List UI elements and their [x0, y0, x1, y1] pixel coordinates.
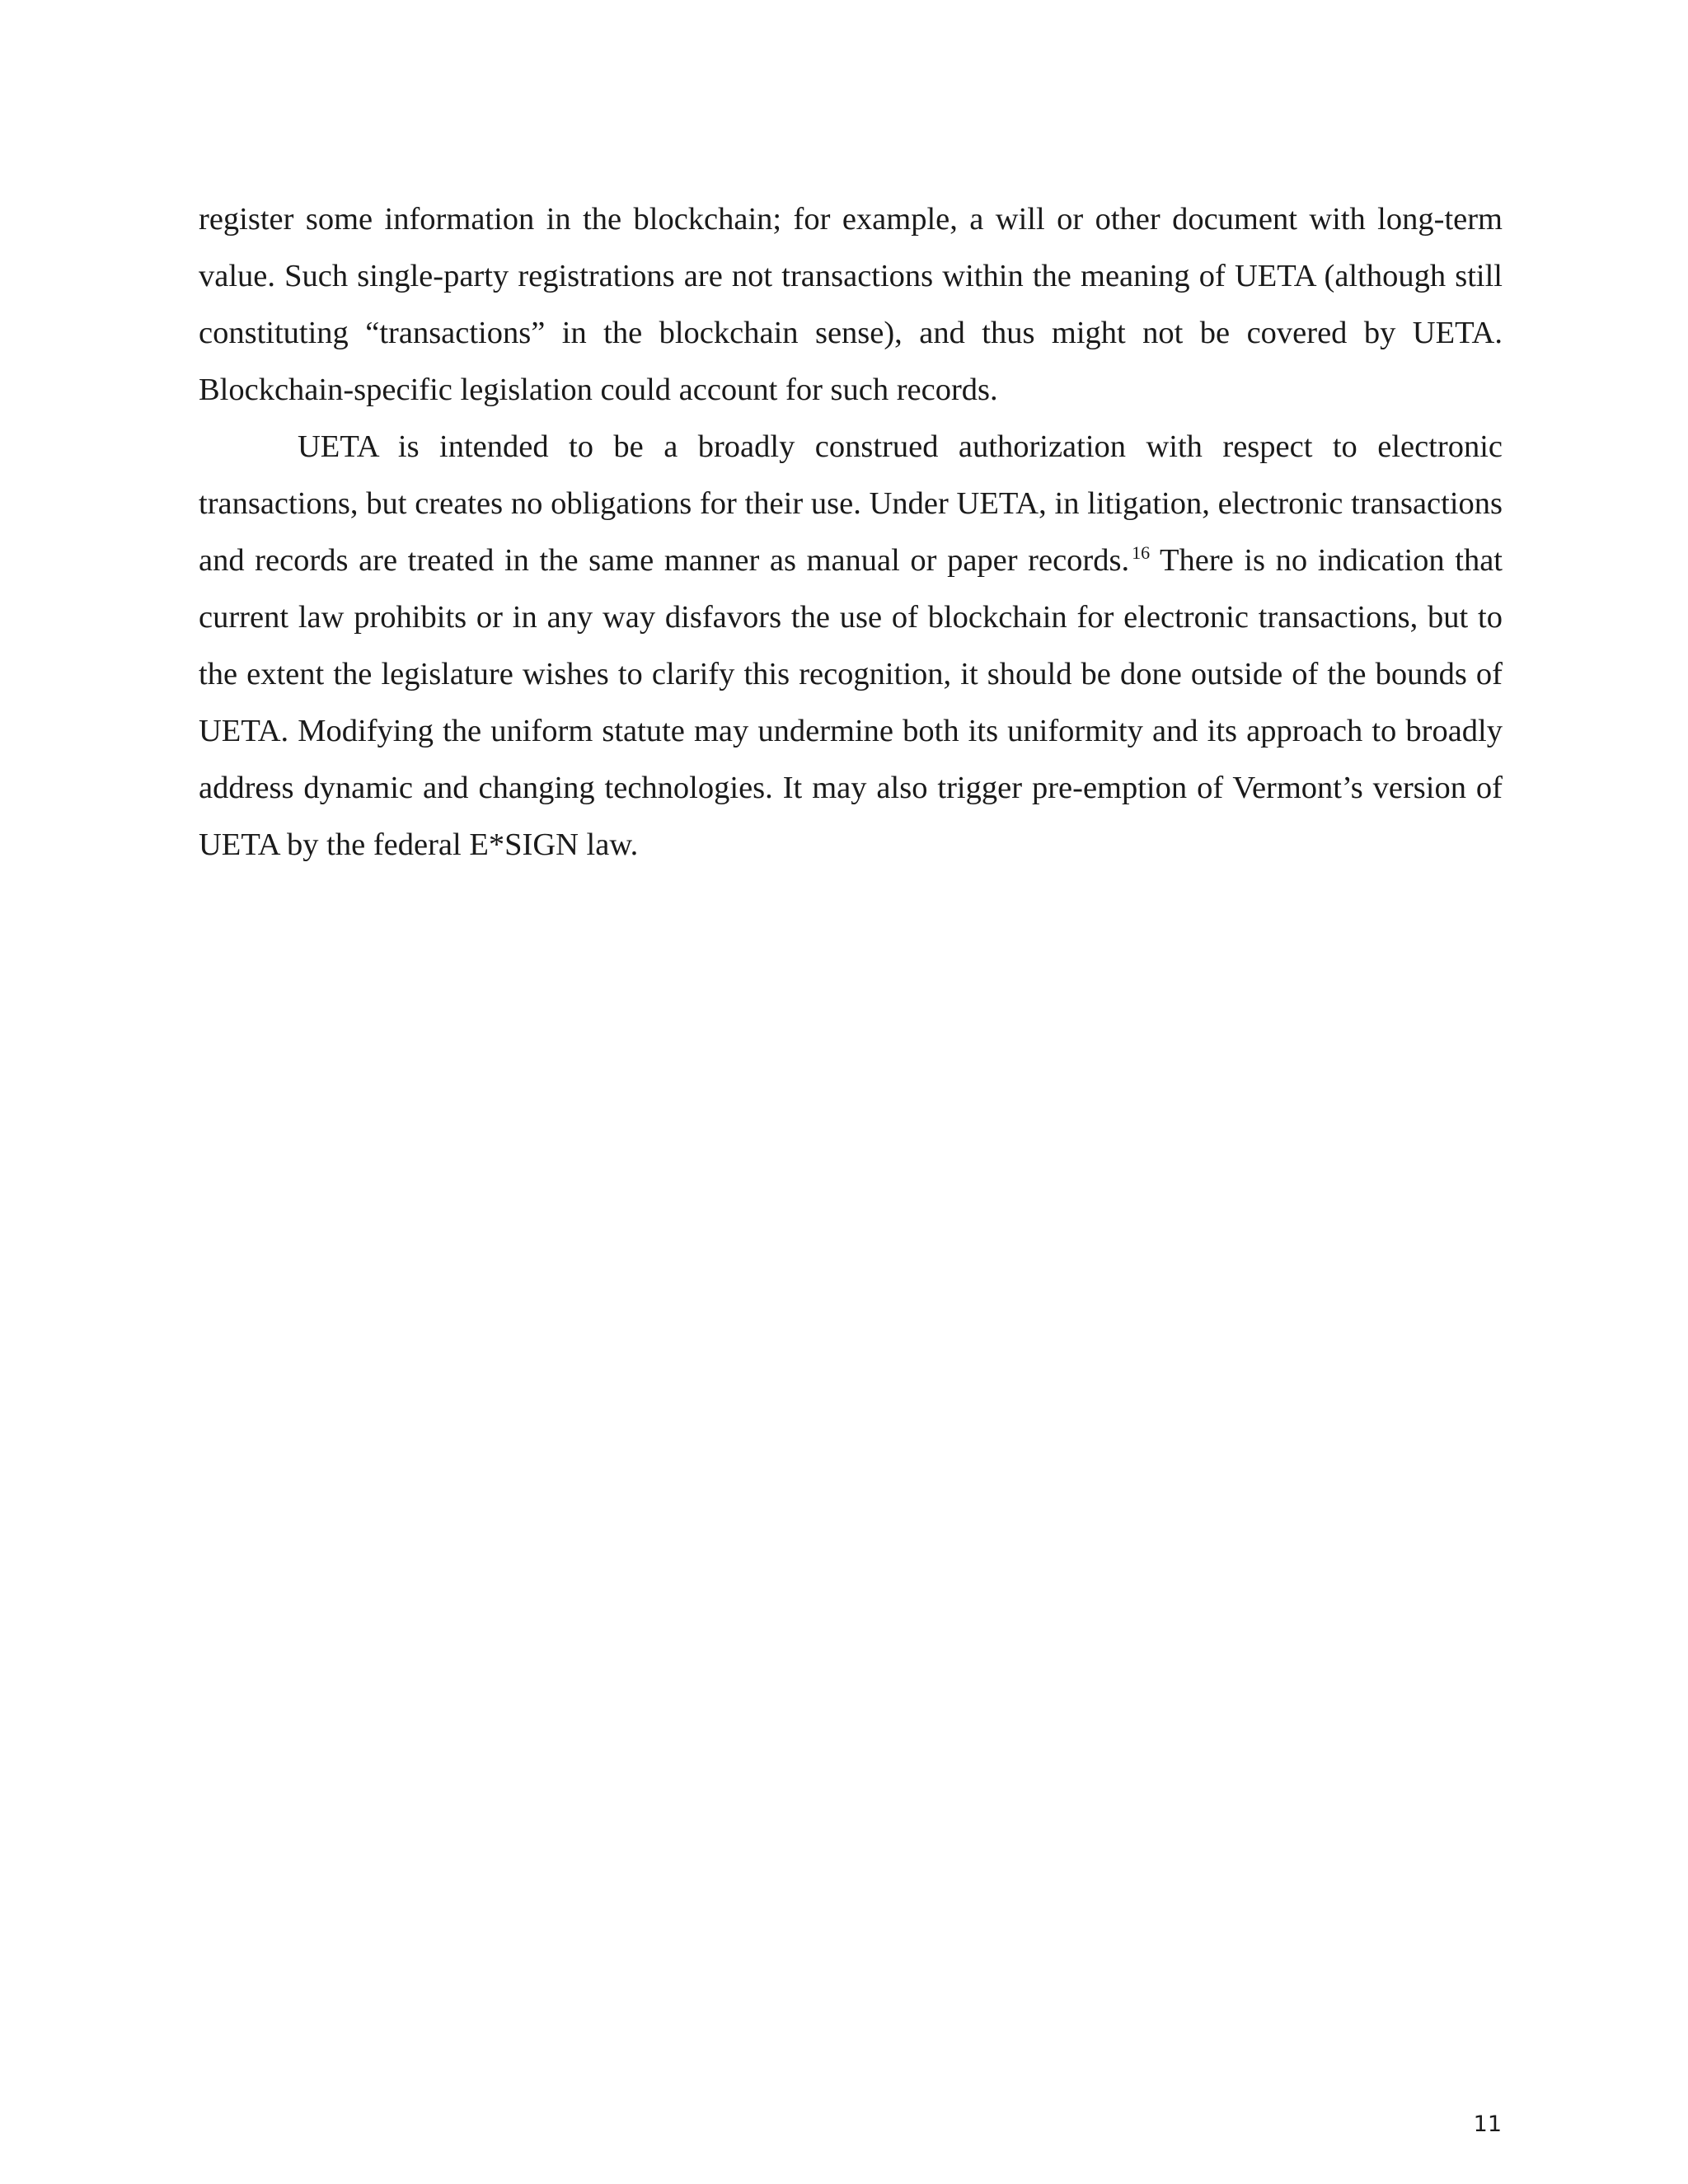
paragraph-1	[199, 191, 1503, 419]
paragraph-2-text-part-2: There is no indication that current law prohibits or in any way disfavors the use of blockchain for electronic transactions, but to the extent the legislature wishes to clarify this recognition, it should be done outside of the bounds of UETA. Modifying the uniform statute may undermine both its uniformity and its approach to broadly address dynamic and changing technologies. It may also trigger pre-emption of Vermont’s version of UETA by the federal E*SIGN law.	[199, 543, 1503, 862]
paragraph-1-text: register some information in the blockchain; for example, a will or other document with long-term value. Such single-party registrations are not transactions within the meaning of UETA (although still constituting “transactions” in the blockchain sense), and thus might not be covered by UETA. Blockchain-specific legislation could account for such records.	[199, 202, 1503, 407]
body-text	[199, 191, 1503, 874]
footnote-reference[interactable]: 16	[1132, 542, 1151, 564]
page-number: 11	[1473, 2111, 1502, 2137]
paragraph-2	[199, 419, 1503, 874]
paragraph-2-text-part-1: UETA is intended to be a broadly construed authorization with respect to electronic transactions, but creates no obligations for their use. Under UETA, in litigation, electronic transactions and records are treated in the same manner as manual or paper records.	[199, 429, 1503, 578]
